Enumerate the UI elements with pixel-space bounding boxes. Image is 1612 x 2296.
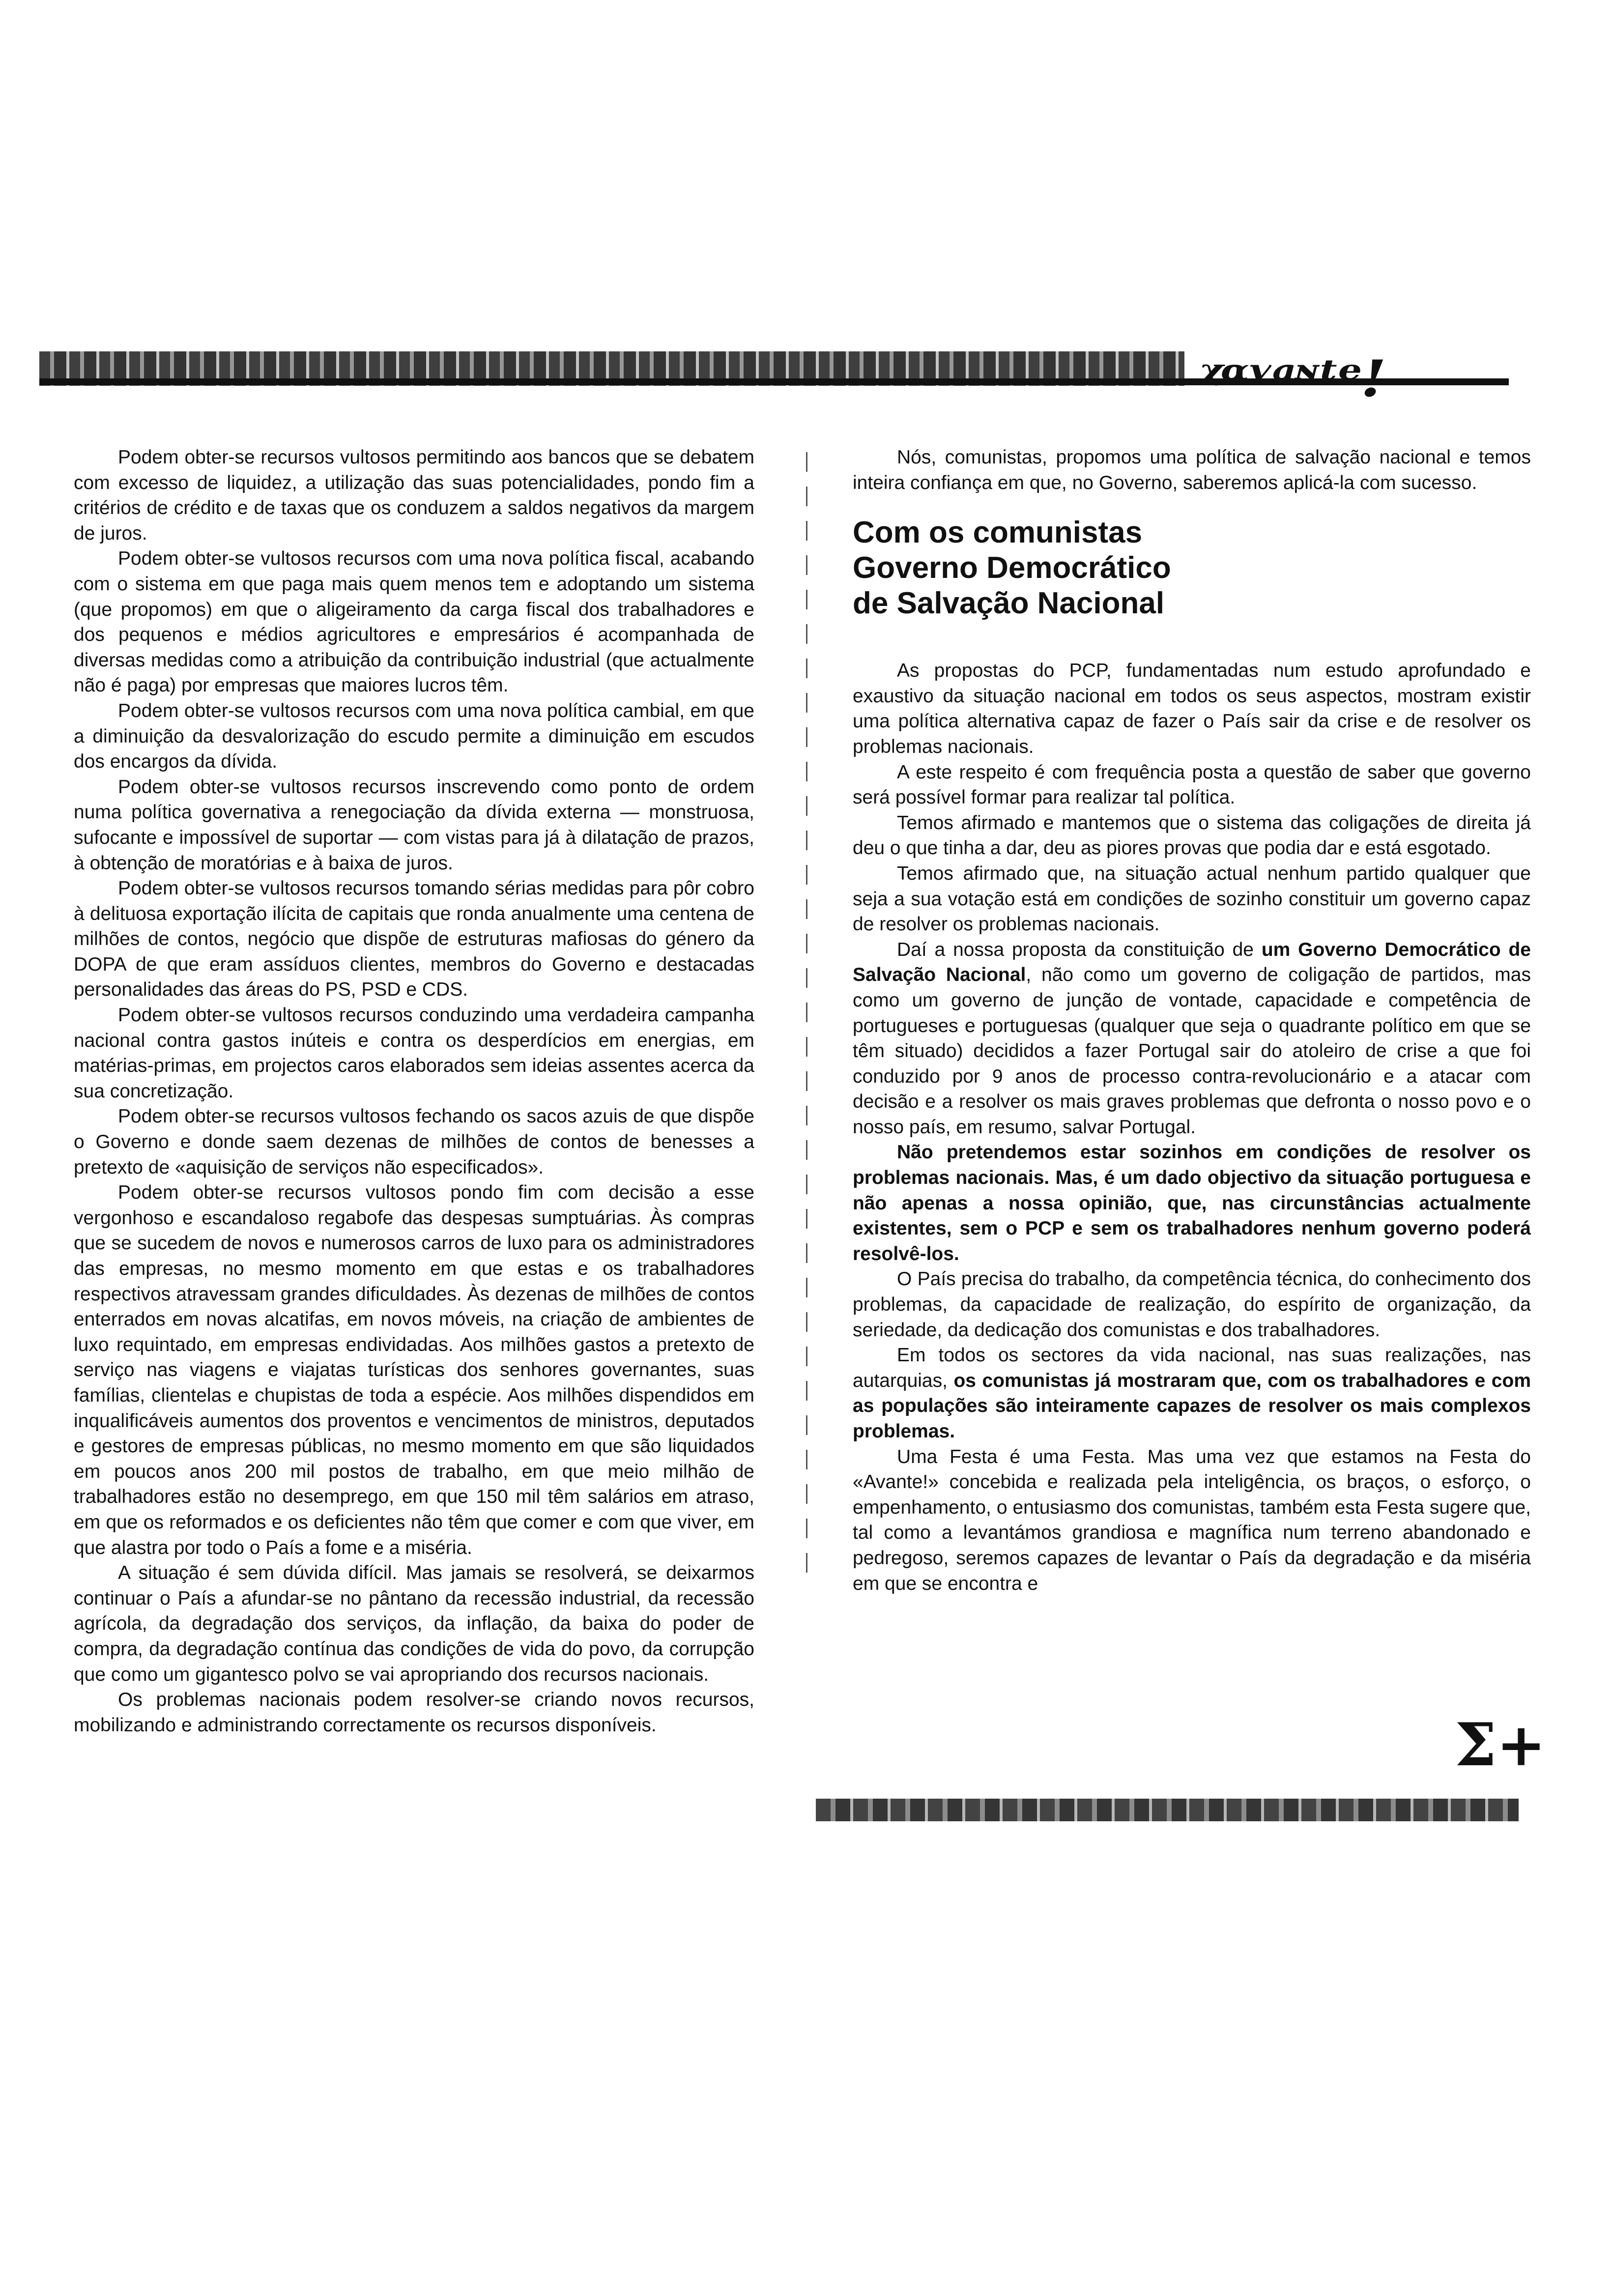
intro-paragraph: Nós, comunistas, propomos uma política de salvação nacional e temos inteira confiança em que, no Governo, saberemos aplicá-la com sucesso. bbox=[853, 447, 1531, 493]
masthead-title: ᵡᵅᵛᵃᶰᵗᵉ! bbox=[1199, 349, 1383, 408]
bold-text-run: um Governo Democrático de Salvação Nacional bbox=[853, 939, 1531, 986]
paragraph: Podem obter-se vultosos recursos com uma nova política fiscal, acabando com o sistema em que paga mais quem menos tem e adoptando um sistema (que propomos) em que o aligeiramento da carga fiscal dos trabalhadores e dos pequenos e médios agricultores e empresários é acompanhada de diversas medidas como a atribuição da contribuição industrial (que actualmente não é paga) por empresas que maiores lucros têm. bbox=[74, 548, 754, 696]
paragraph: Temos afirmado que, na situação actual nenhum partido qualquer que seja a sua votação está em condições de sozinho constituir um governo capaz de resolver os problemas nacionais. bbox=[853, 862, 1531, 935]
continuation-mark: Σ+ bbox=[1455, 1710, 1546, 1779]
paragraph: Os problemas nacionais podem resolver-se criando novos recursos, mobilizando e administrando correctamente os recursos disponíveis. bbox=[74, 1689, 754, 1736]
text-run: Daí a nossa proposta da constituição de bbox=[897, 939, 1262, 960]
column-divider bbox=[806, 452, 807, 1582]
paragraph: As propostas do PCP, fundamentadas num estudo aprofundado e exaustivo da situação nacional em todos os seus aspectos, mostram existir uma política alternativa capaz de fazer o País sair da crise e de resolver os problemas nacionais. bbox=[853, 660, 1531, 757]
section-heading bbox=[853, 515, 1531, 621]
bold-text-run: os comunistas já mostraram que, com os trabalhadores e com as populações são inteiramente capazes de resolver os mais complexos problemas. bbox=[853, 1370, 1531, 1442]
right-column bbox=[853, 445, 1531, 1596]
text-run: , não como um governo de coligação de partidos, mas como um governo de junção de vontade, capacidade e competência de portugueses e portuguesas (qualquer que seja o quadrante político em que se têm situado) decididos a fazer Portugal sair do atoleiro de crise a que foi conduzido por 9 anos de processo contra-revolucionário e a atacar com decisão e a resolver os mais graves problemas que defronta o nosso povo e o nosso país, em resumo, salvar Portugal. bbox=[853, 964, 1531, 1138]
heading-line: Governo Democrático bbox=[853, 551, 1171, 585]
left-column bbox=[74, 445, 754, 1738]
paragraph: Podem obter-se vultosos recursos inscrevendo como ponto de ordem numa política governativa a renegociação da dívida externa — monstruosa, sufocante e impossível de suportar — com vistas para já à dilatação de prazos, à obtenção de moratórias e à baixa de juros. bbox=[74, 776, 754, 874]
heading-line: de Salvação Nacional bbox=[853, 586, 1165, 621]
paragraph: Podem obter-se recursos vultosos fechando os sacos azuis de que dispõe o Governo e donde saem dezenas de milhões de contos de benesses a pretexto de «aquisição de serviços não especificados». bbox=[74, 1106, 754, 1178]
paragraph: A este respeito é com frequência posta a questão de saber que governo será possível formar para realizar tal política. bbox=[853, 761, 1531, 808]
paragraph: Podem obter-se vultosos recursos conduzindo uma verdadeira campanha nacional contra gastos inúteis e contra os desperdícios em energias, em matérias-primas, em projectos caros elaborados sem ideias assentes acerca da sua concretização. bbox=[74, 1004, 754, 1102]
paragraph: Uma Festa é uma Festa. Mas uma vez que estamos na Festa do «Avante!» concebida e realizada pela inteligência, os braços, o esforço, o empenhamento, o entusiasmo dos comunistas, também esta Festa sugere que, tal como a levantámos grandiosa e magnífica num terreno abandonado e pedregoso, seremos capazes de levantar o País da degradação e da miséria em que se encontra e bbox=[853, 1446, 1531, 1594]
paragraph: Temos afirmado e mantemos que o sistema das coligações de direita já deu o que tinha a dar, deu as piores provas que podia dar e está esgotado. bbox=[853, 812, 1531, 859]
heading-line: Com os comunistas bbox=[853, 516, 1143, 550]
bottom-decorative-band bbox=[816, 1799, 1519, 1821]
paragraph: Podem obter-se vultosos recursos tomando sérias medidas para pôr cobro à delituosa exportação ilícita de capitais que ronda anualmente uma centena de milhões de contos, negócio que dispõe de estruturas mafiosas do género da DOPA de que eram assíduos clientes, membros do Governo e destacadas personalidades das áreas do PS, PSD e CDS. bbox=[74, 878, 754, 1001]
paragraph bbox=[853, 1343, 1531, 1444]
paragraph bbox=[853, 937, 1531, 1140]
paragraph: O País precisa do trabalho, da competência técnica, do conhecimento dos problemas, da capacidade de realização, do espírito de organização, da seriedade, da dedicação dos comunistas e dos trabalhadores. bbox=[853, 1268, 1531, 1341]
paragraph: A situação é sem dúvida difícil. Mas jamais se resolverá, se deixarmos continuar o País a afundar-se no pântano da recessão industrial, da recessão agrícola, da degradação dos serviços, da inflação, da baixa do poder de compra, da degradação contínua das condições de vida do povo, da corrupção que como um gigantesco polvo se vai apropriando dos recursos nacionais. bbox=[74, 1562, 754, 1685]
paragraph: Podem obter-se recursos vultosos pondo fim com decisão a esse vergonhoso e escandaloso regabofe das despesas sumptuárias. Às compras que se sucedem de novos e numerosos carros de luxo para os administradores das empresas, no mesmo momento em que estas e os trabalhadores respectivos atravessam grandes dificuldades. Às dezenas de milhões de contos enterrados em novas alcatifas, em novos móveis, na criação de ambientes de luxo requintado, em empresas endividadas. Aos milhões gastos a pretexto de serviço nas viagens e viajatas turísticas dos senhores governantes, suas famílias, clientelas e chupistas de toda a espécie. Aos milhões dispendidos em inqualificáveis aumentos dos proventos e vencimentos de ministros, deputados e gestores de empresas públicas, no mesmo momento em que são liquidados em poucos anos 200 mil postos de trabalho, em que meio milhão de trabalhadores estão no desemprego, em que 150 mil têm salários em atraso, em que os reformados e os deficientes não têm que comer e com que viver, em que alastra por todo o País a fome e a miséria. bbox=[74, 1182, 754, 1558]
paragraph: Podem obter-se vultosos recursos com uma nova política cambial, em que a diminuição da desvalorização do escudo permite a diminuição em escudos dos encargos da dívida. bbox=[74, 700, 754, 773]
paragraph: Podem obter-se recursos vultosos permitindo aos bancos que se debatem com excesso de liquidez, a utilização das suas potencialidades, pondo fim a critérios de crédito e de taxas que os conduzem a saldos negativos da margem de juros. bbox=[74, 447, 754, 544]
text-run: Em todos os sectores da vida nacional, nas suas realizações, nas autarquias, bbox=[853, 1345, 1531, 1391]
bold-paragraph: Não pretendemos estar sozinhos em condições de resolver os problemas nacionais. Mas, é um dado objectivo da situação portuguesa e não apenas a nossa opinião, que, nas circunstâncias actualmente existentes, sem o PCP e sem os trabalhadores nenhum governo poderá resolvê-los. bbox=[853, 1142, 1531, 1264]
